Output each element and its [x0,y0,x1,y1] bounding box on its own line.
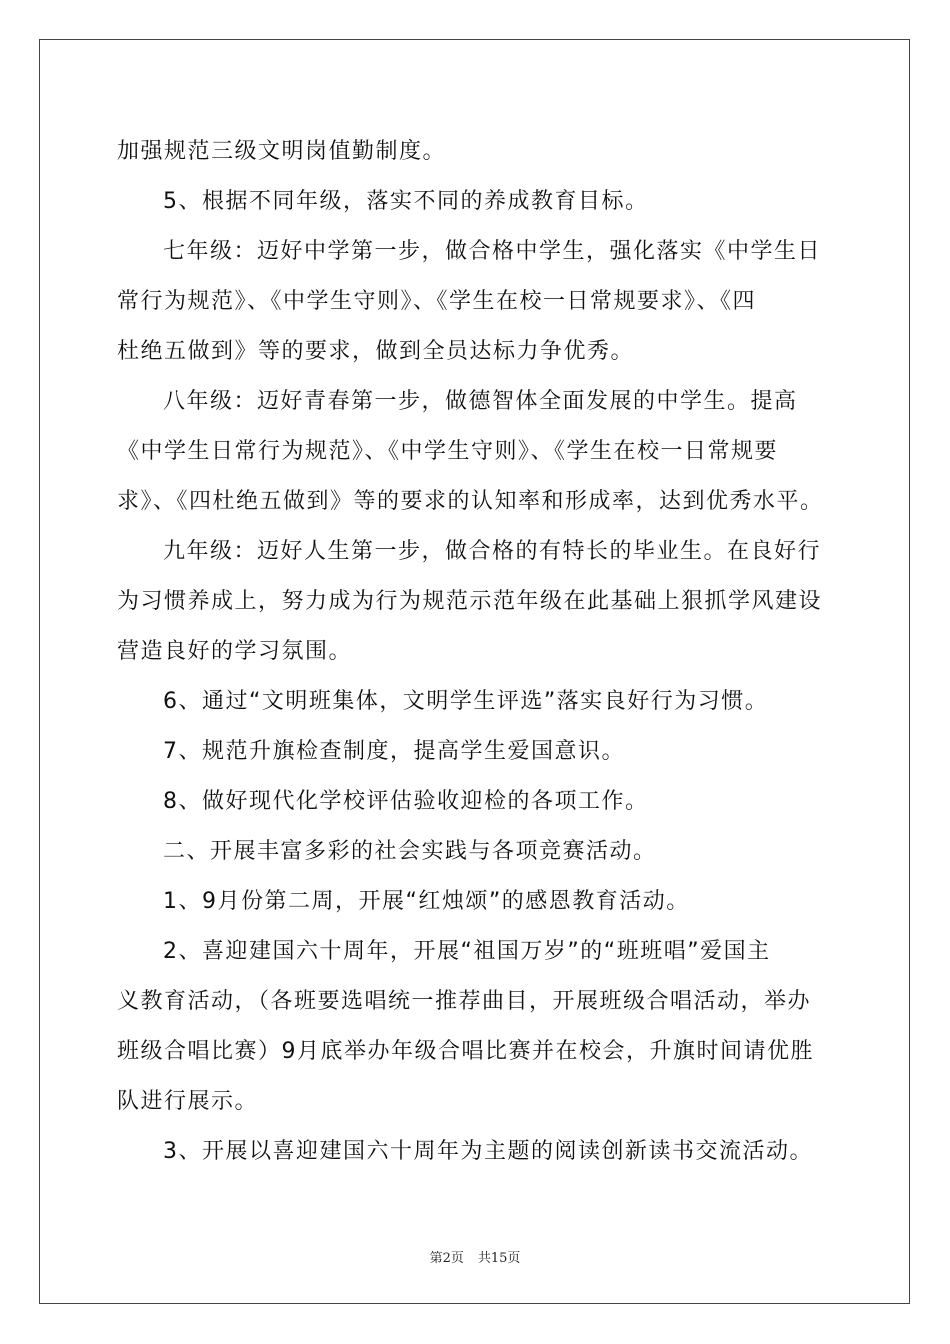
text-line: 七年级：迈好中学第一步，做合格中学生，强化落实《中学生日 [163,239,822,264]
text-line: 义教育活动，（各班要选唱统一推荐曲目，开展班级合唱活动，举办 [117,989,812,1014]
text-line: 加强规范三级文明岗值勤制度。 [117,139,447,164]
text-line: 7、规范升旗检查制度，提高学生爱国意识。 [163,739,625,764]
text-line: 5、根据不同年级，落实不同的养成教育目标。 [163,189,649,214]
text-line: 杜绝五做到》等的要求，做到全员达标力争优秀。 [117,339,635,364]
text-line: 2、喜迎建国六十周年，开展“祖国万岁”的“班班唱”爱国主 [163,939,771,964]
text-line: 常行为规范》、《中学生守则》、《学生在校一日常规要求》、《四 [117,289,757,314]
text-line: 二、开展丰富多彩的社会实践与各项竞赛活动。 [163,839,657,864]
text-line: 《中学生日常行为规范》、《中学生守则》、《学生在校一日常规要 [117,439,779,464]
text-line: 3、开展以喜迎建国六十周年为主题的阅读创新读书交流活动。 [163,1139,813,1164]
text-line: 八年级：迈好青春第一步，做德智体全面发展的中学生。提高 [163,389,798,414]
document-body [117,127,837,1177]
text-line: 1、9月份第二周，开展“红烛颂”的感恩教育活动。 [163,889,690,914]
text-line: 8、做好现代化学校评估验收迎检的各项工作。 [163,789,649,814]
page-footer [0,1247,950,1266]
total-pages: 共15页 [477,1251,521,1266]
text-line: 求》、《四杜绝五做到》等的要求的认知率和形成率，达到优秀水平。 [117,489,824,514]
text-line: 为习惯养成上，努力成为行为规范示范年级在此基础上狠抓学风建设 [117,589,823,614]
page-number: 第2页 [429,1251,464,1266]
text-line: 九年级：迈好人生第一步，做合格的有特长的毕业生。在良好行 [163,539,822,564]
text-line: 班级合唱比赛）9月底举办年级合唱比赛并在校会，升旗时间请优胜 [117,1039,814,1064]
text-line: 6、通过“文明班集体，文明学生评选”落实良好行为习惯。 [163,689,769,714]
text-line: 队进行展示。 [117,1089,259,1114]
text-line: 营造良好的学习氛围。 [117,639,353,664]
